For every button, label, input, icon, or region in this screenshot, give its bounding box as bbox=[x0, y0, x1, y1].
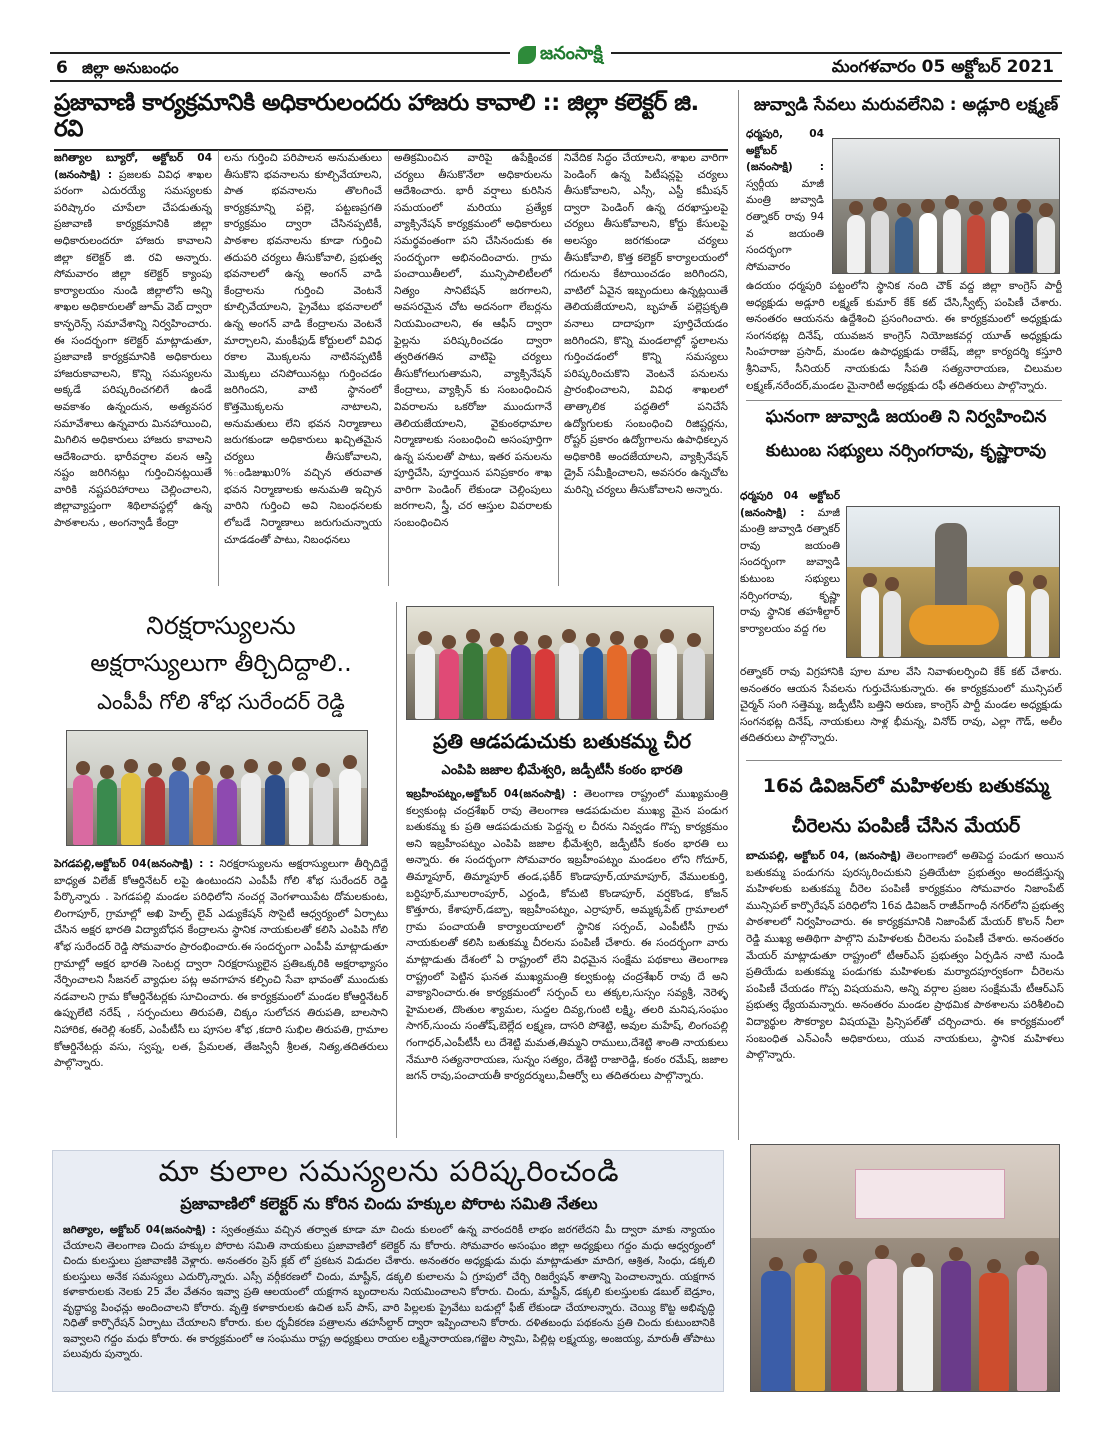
lead-headline: ప్రజావాణి కార్యక్రమానికి అధికారులందరు హాజరు కావాలి :: జిల్లా కలెక్టర్ జి. రవి bbox=[54, 90, 728, 151]
chindu-body bbox=[63, 1223, 715, 1389]
division16-body bbox=[746, 848, 1064, 1140]
juvvadi-jayanti-byline: ధర్మపురి 04 అక్టోబర్ (జనంసాక్షి) : bbox=[740, 490, 840, 519]
juvvadi-services-body bbox=[746, 278, 1062, 394]
division16-headline-1: 16వ డివిజన్‌లో మహిళలకు బతుకమ్మ bbox=[762, 775, 1050, 797]
juvvadi-services-body-text: ఉదయం ధర్మపురి పట్టంలోని స్థానిక నంది చౌక్ వద్ద జిల్లా కాంగ్రెస్ పార్టీ అధ్యక్షుడు అడ్లూరి లక్ష్మణ్ కుమార్ కేక్ కట్ చేసి,స్వీట్స్ పంపిణీ చేశారు. అనంతరం ఆయనను ఉద్దేశించి ప్రసంగించారు. ఈ కార్యక్రమంలో అధ్యక్షుడు సంగనభట్ల దినేష్, యువజన కాంగ్రెస్ నియోజకవర్గ యూత్ అధ్యక్షుడు సింహరాజు ప్రసాద్, మండల ఉపాధ్యక్షుడు రాజేష్, జిల్లా కార్యదర్శి కస్తూరి శ్రీనివాస్, సీనియర్ నాయకుడు సీపతి సత్యనారాయణ, చిలుమల లక్ష్మణ్,నరేందర్,మండల మైనారిటీ అధ్యక్షుడు రఫీ తదితరులు పాల్గొన్నారు. bbox=[746, 280, 1062, 392]
juvvadi-jayanti-body bbox=[740, 664, 1062, 748]
issue-date: మంగళవారం 05 అక్టోబర్ 2021 bbox=[831, 57, 1054, 77]
juvvadi-jayanti-body-text: రత్నాకర్ రావు విగ్రహానికి పూల మాల వేసి నివాళులర్పించి కేక్ కట్ చేశారు. అనంతరం ఆయన సేవలను గుర్తుచేసుకున్నారు. ఈ కార్యక్రమంలో మున్సిపల్ చైర్మన్ సంగి సత్తెమ్మ, జడ్పీటీసి బత్తిని అరుణ, కాంగ్రెస్ పార్టీ మండల అధ్యక్షుడు సంగనభట్ల దినేష్, నాయకులు సాళ్ల భీమన్న, వినోద్ రావు, ఎల్లా గౌడ్, అలీం తదితరులు పాల్గొన్నారు. bbox=[740, 666, 1062, 745]
literacy-class-photo bbox=[66, 730, 368, 846]
lead-col1-text: ప్రజలకు వివిధ శాఖల పరంగా ఎదురయ్యే సమస్యలకు పరిష్కారం చూపేలా చేపడుతున్న ప్రజావాణి కార్యక్రమానికి జిల్లా అధికారులందరూ హాజరు కావాలని జిల్లా కలెక్టర్ జి. రవి అన్నారు. సోమవారం జిల్లా కలెక్టర్ క్యాంపు కార్యాలయం నుండి జిల్లాలోని అన్ని శాఖల అధికారులతో జూమ్ వెబ్ ద్వారా కాన్ఫరెన్స్ సమావేశాన్ని నిర్వహించారు. ఈ సందర్భంగా కలెక్టర్ మాట్లాడుతూ, ప్రజావాణి కార్యక్రమానికి అధికారులు హాజరుకావాలని, కొన్ని సమస్యలను అక్కడే పరిష్కరించగలిగే ఉండే అవకాశం ఉన్నందున, అత్యవసర సమావేశాలు ఉన్నవారు మినహాయించి, మిగిలిన అధికారులు హాజరు కావాలని ఆదేశించారు. భారీవర్షాల వలన ఆస్తి నష్టం జరిగినట్లు గుర్తించినట్లయితే వారికి నష్టపరిహారాలు చెల్లించాలని, జిల్లావ్యాప్తంగా శిథిలావస్థల్లో ఉన్న పాఠశాలను , అంగన్వాడీ కేంద్రా bbox=[54, 168, 212, 530]
column-divider bbox=[396, 602, 397, 1138]
lead-column-3 bbox=[394, 150, 552, 586]
literacy-byline: పెగడపల్లి,అక్టోబర్ 04(జనంసాక్షి) : : bbox=[54, 858, 214, 870]
statue-garland-photo bbox=[846, 506, 1060, 658]
literacy-body bbox=[54, 856, 388, 1134]
masthead bbox=[50, 42, 1062, 82]
juvvadi-services-lead bbox=[746, 126, 824, 274]
article-divider bbox=[746, 400, 1062, 401]
juvvadi-jayanti-lead-text: మాజీ మంత్రి జువ్వాడి రత్నాకర్ రావు జయంతి సందర్భంగా జువ్వాడి కుటుంబ సభ్యులు నర్సింగరావు, కృష్ణా రావు స్థానిక తహశీల్దార్ కార్యాలయం వద్ద గల bbox=[740, 506, 840, 635]
lead-column-1 bbox=[54, 150, 212, 586]
division16-byline: బాచుపల్లి, అక్టోబర్ 04, (జనంసాక్షి) bbox=[746, 850, 902, 862]
leaf-icon bbox=[518, 46, 536, 64]
division16-body-text: తెలంగాణలో అతిపెద్ద పండుగ అయిన బతుకమ్మ పండుగను పురస్కరించుకుని ప్రతియేటా ప్రభుత్వం అందజేస్తున్న మహిళలకు బతుకమ్మ చీరెల పంపిణీ కార్యక్రమం సోమవారం నిజాంపేట్ మున్సిపల్ కార్పొరేషన్ పరిధిలోని 16వ డివిజన్ రాజీవ్‌గాంధీ నగర్‌లోని ప్రభుత్వ పాఠశాలలో నిర్వహించారు. ఈ కార్యక్రమానికి నిజాంపేట్ మేయర్ కొలన్ నీలా రెడ్డి ముఖ్య అతిథిగా పాల్గొని మహిళలకు చీరెలను పంపిణీ చేశారు. అనంతరం మేయర్ మాట్లాడుతూ రాష్ట్రంలో టీఆర్ఎస్ ప్రభుత్వం ఏర్పడిన నాటి నుండి ప్రతియేడు బతుకమ్మ పండుగకు మహిళలకు మర్యాదపూర్వకంగా చీరెలను పంపిణీ చేయడం గొప్ప విషయమని, అన్ని వర్గాల ప్రజల సంక్షేమమే టీఆర్ఎస్ ప్రభుత్వ ధ్యేయమన్నారు. అనంతరం మండల ప్రాథమిక పాఠశాలను పరిశీలించి విద్యార్థుల సౌకర్యాల విషయమై ప్రిన్సిపల్‌తో చర్చించారు. ఈ కార్యక్రమంలో సంబంధిత ఎన్ఎంసీ అధికారులు, యువ నాయకులు, స్థానిక మహిళలు పాల్గొన్నారు. bbox=[746, 850, 1064, 1062]
lead-col4-text: నివేదిక సిద్ధం చేయాలని, శాఖల వారిగా పెండింగ్ ఉన్న పిటీషన్లపై చర్యలు తీసుకోవాలని, ఎస్సీ, ఎస్టీ కమీషన్ ద్వారా పెండింగ్ ఉన్న దరఖాస్తులపై చర్యలు తీసుకోవాలని, కోర్టు కేసులపై అలస్యం జరగకుండా చర్యలు తీసుకోవాలి, కొత్త కలెక్టర్ కార్యాలయంలో గదులను కేటాయించడం జరిగిందని, వాటిలో ఏవైన ఇబ్బందులు ఉన్నట్లయితే తెలియజేయాలని, బృహత్ పల్లెప్రకృతి వనాలు దాదాపుగా పూర్తిచేయడం జరిగిందని, కొన్ని మండలాల్లో స్థలాలను గుర్తించడంలో కొన్ని సమస్యలు పరిష్కరించుకొని వెంటనే పనులను ప్రారంభించాలని, వివిధ శాఖలలో తాత్కాలిక పద్ధతిలో పనిచేసే ఉద్యోగులకు సంబంధించి రిజిష్టర్లను, రోష్టర్ ప్రకారం ఉద్యోగాలను ఉపాధికల్పన అధికారికి అందజేయాలని, వ్యాక్సినేషన్ డ్రైవ్ సమీక్షించాలని, అవసరం ఉన్నచోట మరిన్ని చర్యలు తీసుకోవాలని అన్నారు. bbox=[564, 152, 728, 496]
bathukamma-body bbox=[406, 786, 728, 1132]
mayor-saree-distribution-photo bbox=[750, 1144, 1060, 1392]
column-divider bbox=[388, 150, 389, 586]
congress-leaders-photo bbox=[832, 138, 1060, 274]
chindu-headline: మా కులాల సమస్యలను పరిష్కరించండి bbox=[158, 1154, 620, 1188]
bathukamma-byline: ఇబ్రహీంపట్నం,అక్టోబర్ 04(జనంసాక్షి) : bbox=[406, 788, 577, 800]
juvvadi-services-byline: ధర్మపురి, 04 అక్టోబర్ (జనంసాక్షి) : bbox=[746, 128, 824, 174]
chindu-body-text: స్వతంత్రము వచ్చిన తర్వాత కూడా మా చిందు కులంలో ఉన్న వారందరికీ లాభం జరగలేదని మీ ద్వారా మాకు న్యాయం చేయాలని తెలంగాణ చిందు హక్కుల పోరాట సమితి నాయకులు ప్రజావాణిలో కలెక్టర్ ను కోరారు. సోమవారం అసంఘం జిల్లా అధ్యక్షులు గద్దం మధు ఆధ్వర్యంలో చిందు కులస్తులు ప్రజావాణికి వెళ్లారు. అనంతరం ప్రెస్ క్లబ్ లో ప్రకటన విడుదల చేశారు. అనంతరం అధ్యక్షుడు మధు మాట్లాడుతూ మాదిగ, ఆశ్రిత, సింధు, డక్కలి కులస్తులు అనేక సమస్యలు ఎదుర్కొన్నారు. ఎస్సీ వర్గీకరణలో చిందు, మాష్టీన్, డక్కలి కులాలను ఏ గ్రూపులో చేర్చి రిజర్వేషన్ శాతాన్ని పెంచాలన్నారు. యక్షగాన కళాకారులకు నెలకు 25 వేల వేతనం ఇవ్వా ప్రతి ఆలయంలో యక్షగాన బృందాలను నియమించాలని కోరారు. చిందు, మాష్టీన్, డక్కలి కులస్తులకు డబుల్ బెడ్రూం, వృద్ధాప్య పింఛన్లు అందించాలని కోరారు. వృత్తి కళాకారులకు ఉచిత బస్ పాస్, వారి పిల్లలకు ప్రైవేటు బడుల్లో ఫీజ్ లేకుండా చేయాలన్నారు. చెయ్యి కొట్ట అభివృద్ధి నిధితో కార్పొరేషన్ ఏర్పాటు చేయాలని కోరారు. కుల ధృవీకరణ పత్రాలను తహసీల్దార్ ద్వారా ఇప్పించాలని కోరారు. దళితబంధు పథకంను ప్రతి చిందు కుటుంబానికి ఇవ్వాలని గద్దం మధు కోరారు. ఈ కార్యక్రమంలో ఆ సంఘము రాష్ట్ర అధ్యక్షులు రాయల లక్ష్మినారాయణ,గజ్జెల స్వామి, పిల్లిట్ల లక్ష్మయ్య, అంజయ్య, మారుతీ తోపాటు పలువురు పున్నారు. bbox=[63, 1224, 715, 1360]
juvvadi-jayanti-lead bbox=[740, 488, 840, 664]
chindu-subheadline: ప్రజావాణిలో కలెక్టర్ ను కోరిన చిందు హక్కుల పోరాట సమితి నేతలు bbox=[180, 1194, 598, 1213]
lead-byline: జగిత్యాల బ్యూరో, అక్టోబర్ 04 (జనంసాక్షి) : bbox=[54, 152, 212, 181]
juvvadi-services-lead-text: స్వర్గీయ మాజీ మంత్రి జువ్వాడి రత్నాకర్ రావు 94 వ జయంతి సందర్భంగా సోమవారం bbox=[746, 177, 824, 273]
article-divider bbox=[746, 760, 1062, 761]
bathukamma-body-text: తెలంగాణ రాష్ట్రంలో ముఖ్యమంత్రి కల్వకుంట్ల చంద్రశేఖర్ రావు తెలంగాణ ఆడపడుచుల ముఖ్య మైన పండుగ బతుకమ్మ కు ప్రతి ఆడపడుచుకు పెద్దన్న ల చీరను నివ్వడం గొప్ప కార్యక్రమం అని ఇబ్రహీంపట్నం ఎంపిపి జజాల భీమేశ్వరి, జడ్పీటీసీ కంఠం భారతి లు అన్నారు. ఈ సందర్భంగా సోమవారం ఇబ్రహీంపట్నం మండలం లోని గోదూర్, తిమ్మాపూర్, తిమ్మాపూర్ తండ,ఫకీర్ కొండాపూర్,యామాపూర్, వేములకుర్తి, బర్దిపూర్,మూలరాంపూర్, ఎర్దండి, కోమటి కొండాపూర్, వర్షకొండ, కోజన్ కొత్తూరు, కేశాపూర్,డబ్బా, ఇబ్రహీంపట్నం, ఎర్రాపూర్, అమ్మక్కపేట్ గ్రామాలలో గ్రామ పంచాయతీ కార్యాలయాలలో స్థానిక సర్పంచ్, ఎంపీటీసీ గ్రామ నాయకులతో కలిసి బతుకమ్మ చీరలను పంపిణీ చేశారు. ఈ సందర్భంగా వారు మాట్లాడుతు దేశంలో ఏ రాష్ట్రంలో లేని విధమైన సంక్షేమ పథకాలు తెలంగాణ రాష్ట్రంలో పెట్టిన ఘనత ముఖ్యమంత్రి కల్వకుంట్ల చంద్రశేఖర్ రావు దే అని వాక్యానించారు.ఈ కార్యక్రమంలో సర్పంచ్ లు తక్కల,సుస్సం సవ్యశ్రీ, నెరెళ్ళ హైమలత, దొంతుల శ్యామల, సుద్దల దివ్య,గుంటి లక్ష్మి, తలరి మనిష,సంఘం సాగర్,సుంచు సంతోష్,బెల్లేద లక్ష్మణ, దాసరి పోశెట్టి, అవుల మహేష్, లింగంపల్లి గంగాధర్,ఎంపీటీసీ లు దేశెట్టి మమత,తిమ్మని రాములు,దేశెట్టి శాంతి నాయకులు నేమూరి సత్యనారాయణ, సున్నం సత్యం, దేశెట్టి రాజారెడ్డి, కంఠం రమేష్, జజాల జగన్ రావు,పంచాయతీ కార్యదర్శులు,వీఆర్వో లు తదితరులు పాల్గొన్నారు. bbox=[406, 788, 728, 1083]
literacy-headline-2: అక్షరాస్యులుగా తీర్చిదిద్దాలి.. bbox=[90, 649, 352, 677]
juvvadi-services-headline: జువ్వాడి సేవలు మరువలేనివి : అడ్లూరి లక్ష్మణ్ bbox=[753, 95, 1059, 115]
section-title: జిల్లా అనుబంధం bbox=[82, 59, 179, 77]
lead-column-4 bbox=[564, 150, 728, 586]
chindu-byline: జగిత్యాల, అక్టోబర్ 04(జనంసాక్షి) : bbox=[63, 1224, 216, 1236]
literacy-body-text: నిరక్షరాస్యులను అక్షరాస్యులుగా తీర్చిదిద్దే బాధ్యత విలేజ్ కోఆర్డినేటర్ లపై ఉంటుందని ఎంపీపీ గోలి శోభ సురేందర్ రెడ్డి పేర్కొన్నారు . పెగడపల్లి మండల పరిధిలోని నంచర్ల వెంగళాయిపేట దోమలకుంట, లింగాపూర్, గ్రామాల్లో అఖి హెల్ప్ లైవ్ ఎడ్యుకేషన్ సొసైటీ ఆధ్వర్యంలో ఏర్పాటు చేసిన అక్షర భారతి విద్యాబోధన కేంద్రాలను స్థానిక నాయకులతో కలిసి ఎంపిపి గోలి శోభ సురేందర్ రెడ్డి సోమవారం ప్రారంభించారు.ఈ సందర్భంగా ఎంపీపీ మాట్లాడుతూ గ్రామాల్లో అక్షర భారతి సెంటర్ల ద్వారా నిరక్షరాస్యులైన ప్రతిఒక్కరికి అక్షరాభ్యాసం నేర్పించాలని సీజనల్ వ్యాధుల పట్ల అవగాహన కల్పించి సేవా భావంతో ముందుకు నడవాలని గ్రామ కోఆర్డినేటర్లకు సూచించారు. ఈ కార్యక్రమంలో మండల కోఆర్డినేటర్ ఉప్పులేటి నరేష్ , సర్పంచులు తిరుపతి, చిక్కం సులోచన తిరుపతి, బాలసాని నిహారిక, ఈరెల్లి శంకర్, ఎంపీటీసీ లు పూసల శోభ ,కదారి సుభిల తిరుపతి, గ్రామాల కోఆర్డినేటర్లు వసు, స్వప్న, లత, ప్రేమలత, తేజస్వినీ శ్రీలత, నిత్య,తదితరులు పాల్గొన్నారు. bbox=[54, 858, 388, 1070]
division16-headline-2: చీరెలను పంపిణీ చేసిన మేయర్ bbox=[791, 815, 1021, 837]
juvvadi-jayanti-headline-2: కుటుంబ సభ్యులు నర్సింగరావు, కృష్ణారావు bbox=[765, 441, 1047, 461]
column-divider bbox=[558, 150, 559, 586]
juvvadi-jayanti-headline-1: ఘనంగా జువ్వాడి జయంతి ని నిర్వహించిన bbox=[765, 407, 1047, 427]
literacy-headline-1: నిరక్షరాస్యులను bbox=[146, 611, 296, 640]
page-number: 6 bbox=[56, 58, 68, 78]
lead-column-2 bbox=[224, 150, 382, 586]
literacy-headline-3: ఎంపీపీ గోలి శోభ సురేందర్ రెడ్డి bbox=[97, 690, 345, 714]
column-divider bbox=[738, 90, 739, 1140]
lead-col3-text: అతిక్రమించిన వారిపై ఉపేక్షించక చర్యలు తీసుకొనేలా అధికారులను ఆదేశించారు. భారీ వర్షాలు కురిసిన సమయంలో మరియు ప్రత్యేక వ్యాక్సినేషన్ కార్యక్రమంలో అధికారులు సమర్థవంతంగా పని చేసినందుకు ఈ సందర్భంగా అభినందించారు. గ్రామ పంచాయితీలలో, మున్సిపాలిటీలలో నిత్యం సానిటేషన్ జరగాలని, అవసరమైన చోట అదనంగా లేబర్లను నియమించాలని, ఈ ఆఫీస్ ద్వారా ఫైల్లను పరిష్కరించడం ద్వారా త్వరితగతిన వాటిపై చర్యలు తీసుకోగలుగుతామని, వ్యాక్సినేషన్ కేంద్రాలు, వ్యాక్సిన్ కు సంబంధించిన వివరాలను ఒకరోజు ముందుగానే తెలియజేయాలని, వైకుంఠధామాల నిర్మాణాలకు సంబంధించి అసంపూర్తిగా ఉన్న పనులతో పాటు, ఇతర పనులను పూర్తిచేసి, పూర్తయిన పనిప్రకారం శాఖ వారిగా పెండింగ్ లేకుండా చెల్లింపులు జరగాలని, స్త్రీ, చర ఆస్తుల వివరాలకు సంబంధించిన bbox=[394, 152, 552, 530]
lead-col2-text: లను గుర్తించి పరిపాలన అనుమతులు తీసుకొని భవనాలను కూల్చివేయాలని, పాత భవనాలను తొలగించే కార్యక్రమాన్ని పల్లె, పట్టణప్రగతి కార్యక్రమం ద్వారా చేసినప్పటికీ, పాఠశాల భవనాలను కూడా గుర్తించి తదుపరి చర్యలు తీసుకోవాలి, ప్రభుత్వ భవనాలలో ఉన్న అంగన్ వాడి కేంద్రాలను గుర్తించి వెంటనే కూల్చివేయాలని, ప్రైవేటు భవనాలలో ఉన్న అంగన్ వాడి కేంద్రాలను వెంటనే మార్చాలని, మంకీఫుడ్ కోర్టులలో వివిధ రకాల మొక్కలను నాటినప్పటికీ మొక్కలు చనిపోయినట్లు గుర్తించడం జరిగిందని, వాటి స్థానంలో కొత్తమొక్కలను నాటాలని, అనుమతులు లేని భవన నిర్మాణాలు జరుగకుండా అధికారులు ఖచ్చితమైన చర్యలు తీసుకోవాలని, %ండిజుఖు0% వచ్చిన తరువాత భవన నిర్మాణాలకు అనుమతి ఇచ్చిన వారిని గుర్తించి అవి నిబంధనలకు లోబడే నిర్మాణాలు జరుగుచున్నాయ చూడడంతో పాటు, నిబంధనలు bbox=[224, 152, 382, 546]
column-divider bbox=[218, 150, 219, 586]
newspaper-logo bbox=[510, 42, 611, 68]
bathukamma-saree-photo bbox=[406, 606, 714, 720]
newspaper-name: జనంసాక్షి bbox=[540, 42, 603, 64]
chindu-community-box bbox=[52, 1150, 724, 1392]
bathukamma-subheadline: ఎంపిపి జజాల భీమేశ్వరి, జడ్పీటీసీ కంఠం భారతి bbox=[441, 763, 683, 778]
bathukamma-headline: ప్రతి ఆడపడుచుకు బతుకమ్మ చీర bbox=[433, 729, 691, 753]
